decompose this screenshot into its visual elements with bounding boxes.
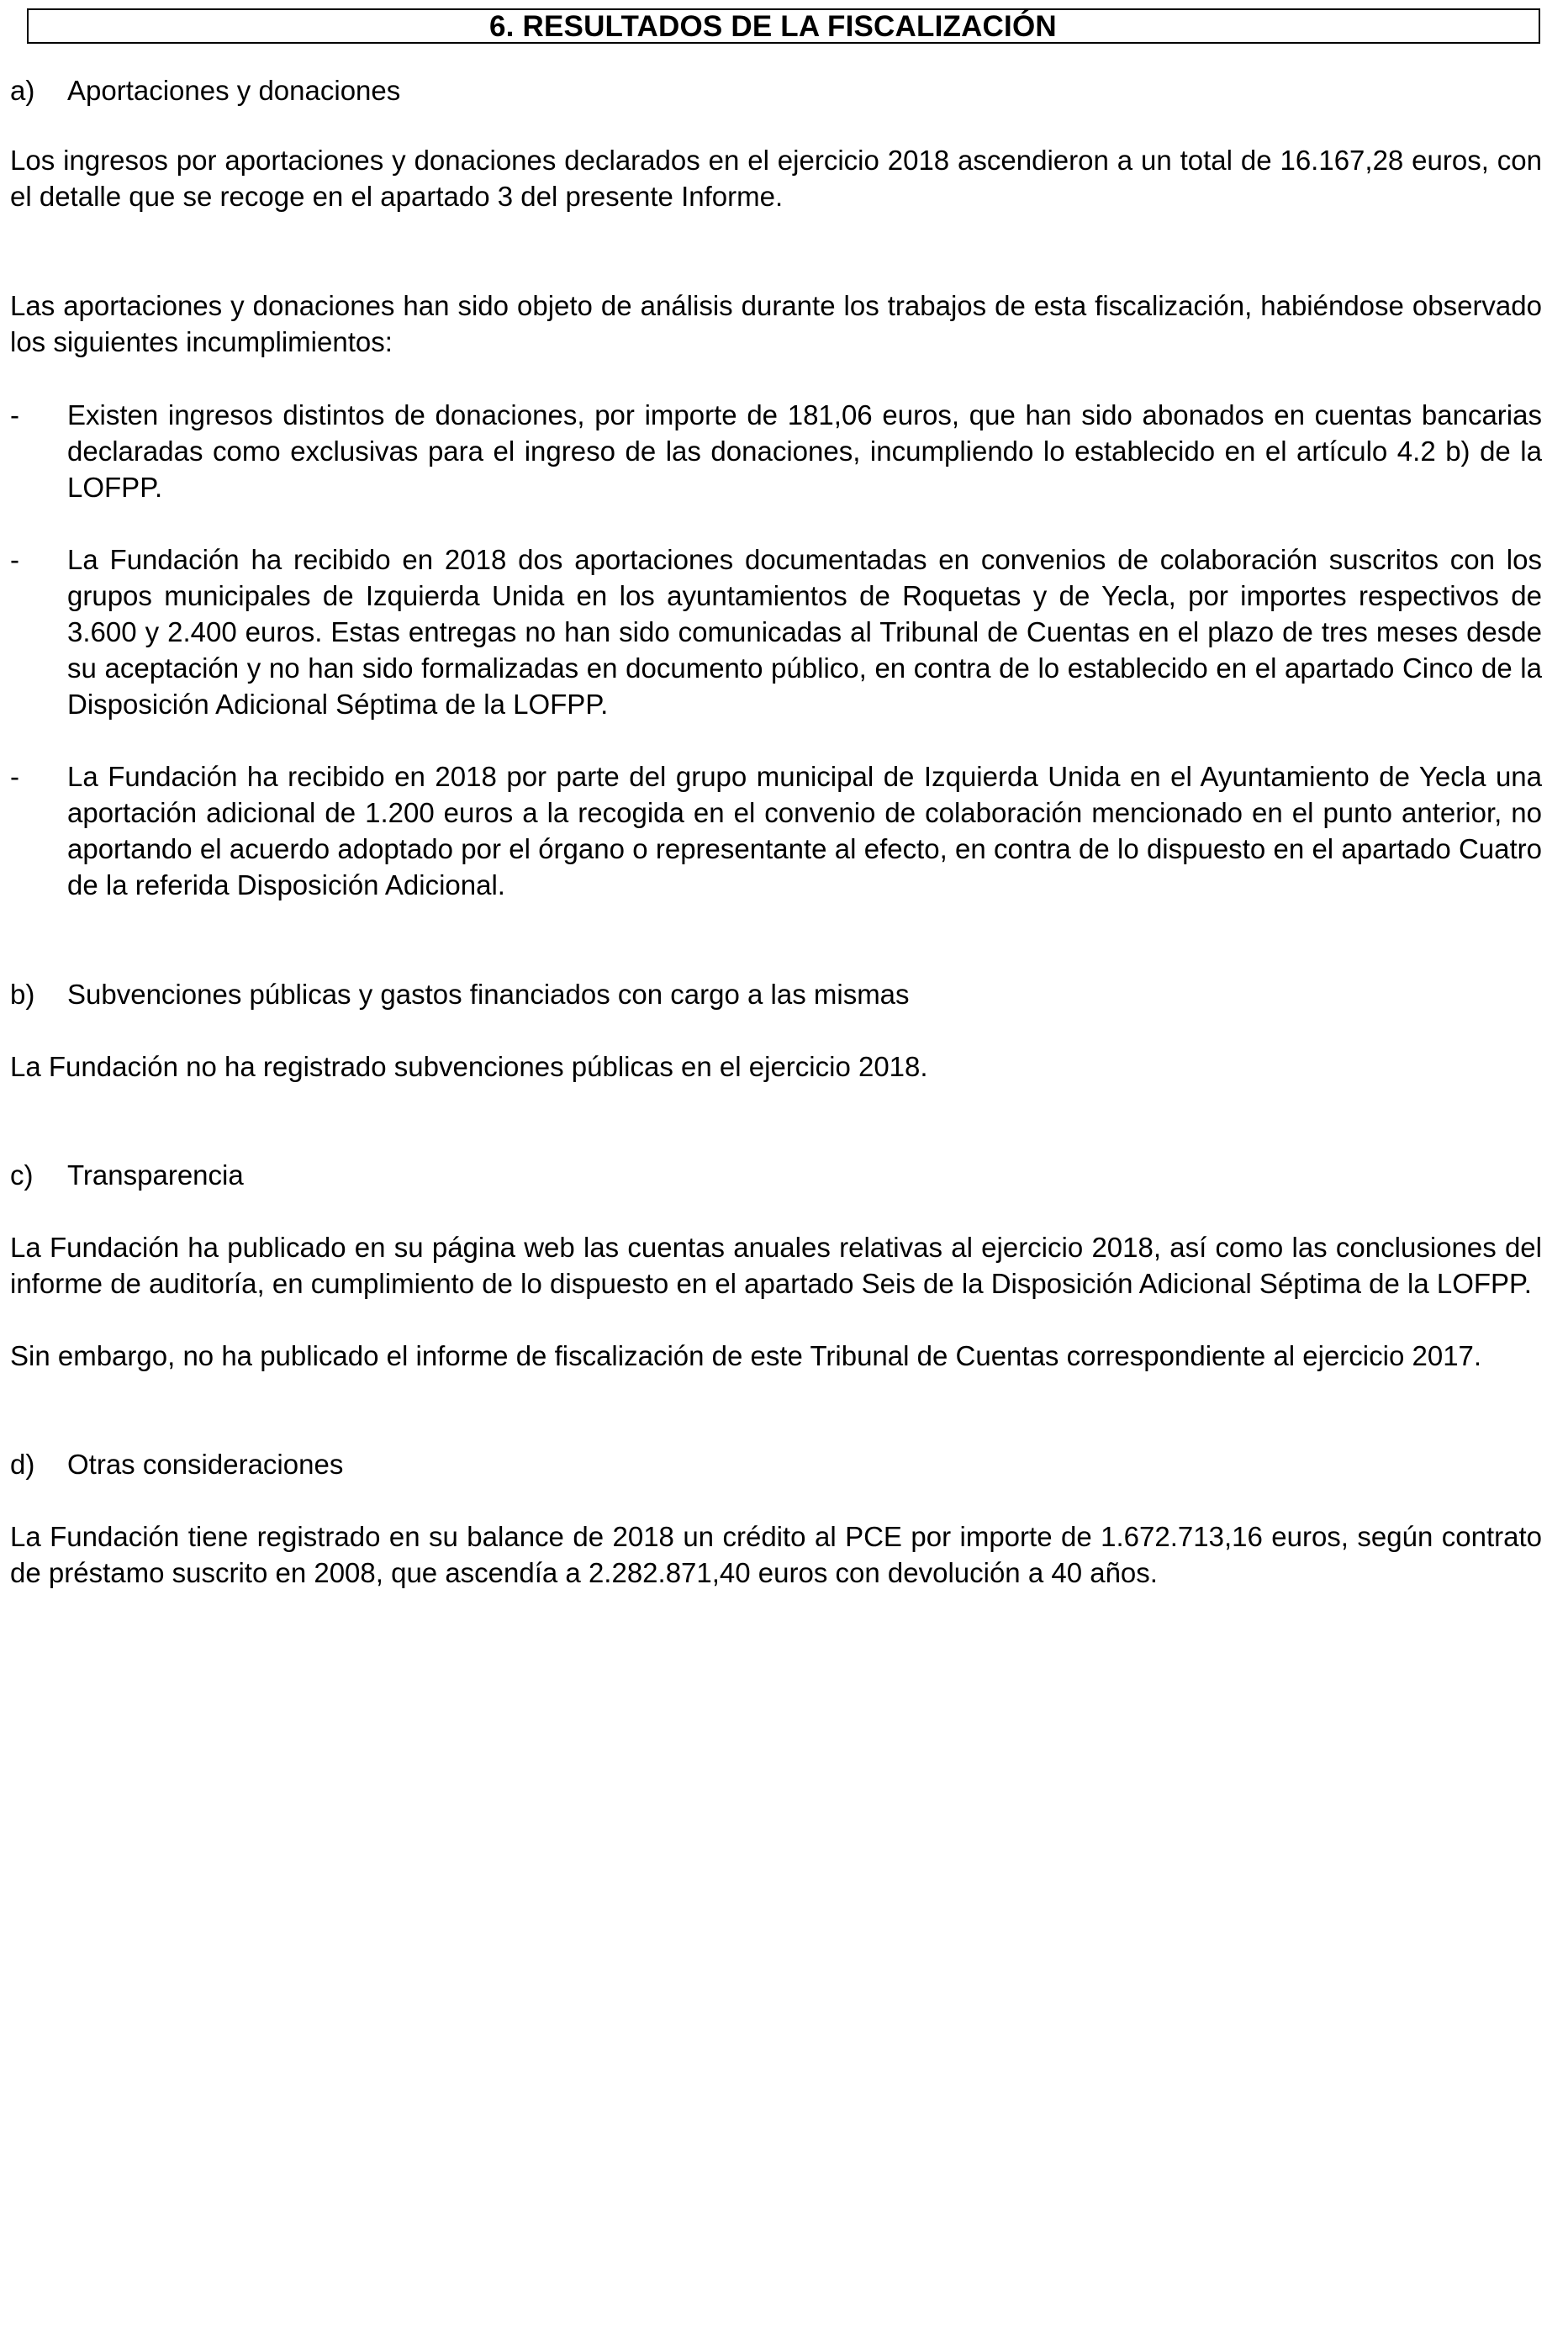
- section-d-title: Otras consideraciones: [67, 1449, 344, 1480]
- section-b-heading: [10, 976, 1542, 1012]
- section-a-paragraph-2: Las aportaciones y donaciones han sido objeto de análisis durante los trabajos de esta fiscalización, habiéndose observado los siguientes incumplimientos:: [10, 290, 1542, 357]
- section-c-paragraph-2: Sin embargo, no ha publicado el informe de fiscalización de este Tribunal de Cuentas correspondiente al ejercicio 2017.: [10, 1340, 1482, 1371]
- section-a-letter: a): [10, 75, 35, 106]
- section-c-letter: c): [10, 1159, 34, 1191]
- bullet-text: La Fundación ha recibido en 2018 por parte del grupo municipal de Izquierda Unida en el Ayuntamiento de Yecla una aportación adicional de 1.200 euros a la recogida en el convenio de colaboración mencionado en el punto anterior, no aportando el acuerdo adoptado por el órgano o representante al efecto, en contra de lo dispuesto en el apartado Cuatro de la referida Disposición Adicional.: [67, 761, 1542, 900]
- page-title: 6. RESULTADOS DE LA FISCALIZACIÓN: [489, 10, 1057, 43]
- bullet-dash: -: [10, 399, 19, 430]
- section-d-letter: d): [10, 1449, 35, 1480]
- section-a-paragraph-1: Los ingresos por aportaciones y donaciones declarados en el ejercicio 2018 ascendieron a un total de 16.167,28 euros, con el detalle que se recoge en el apartado 3 del presente Informe.: [10, 145, 1542, 212]
- list-item: [10, 397, 1542, 505]
- bullet-dash: -: [10, 544, 19, 575]
- section-c-paragraph-1: La Fundación ha publicado en su página web las cuentas anuales relativas al ejercicio 2018, así como las conclusiones del informe de auditoría, en cumplimiento de lo dispuesto en el apartado Seis de la Disposición Adicional Séptima de la LOFPP.: [10, 1232, 1542, 1299]
- section-b-title: Subvenciones públicas y gastos financiados con cargo a las mismas: [67, 979, 910, 1010]
- bullet-text: La Fundación ha recibido en 2018 dos aportaciones documentadas en convenios de colaboración suscritos con los grupos municipales de Izquierda Unida en los ayuntamientos de Roquetas y de Yecla, por importes respectivos de 3.600 y 2.400 euros. Estas entregas no han sido comunicadas al Tribunal de Cuentas en el plazo de tres meses desde su aceptación y no han sido formalizadas en documento público, en contra de lo establecido en el apartado Cinco de la Disposición Adicional Séptima de la LOFPP.: [67, 544, 1542, 720]
- section-a-title: Aportaciones y donaciones: [67, 75, 401, 106]
- section-b-letter: b): [10, 979, 35, 1010]
- section-d-paragraph-1: La Fundación tiene registrado en su balance de 2018 un crédito al PCE por importe de 1.672.713,16 euros, según contrato de préstamo suscrito en 2008, que ascendía a 2.282.871,40 euros con devolución a 40 años.: [10, 1521, 1542, 1588]
- document-page: [10, 8, 1542, 1591]
- section-title-box: [27, 8, 1540, 44]
- section-c-title: Transparencia: [67, 1159, 244, 1191]
- bullet-dash: -: [10, 761, 19, 792]
- bullet-text: Existen ingresos distintos de donaciones, por importe de 181,06 euros, que han sido abonados en cuentas bancarias declaradas como exclusivas para el ingreso de las donaciones, incumpliendo lo establecido en el artículo 4.2 b) de la LOFPP.: [67, 399, 1542, 503]
- section-c-heading: [10, 1157, 1542, 1193]
- section-a-heading: [10, 72, 1542, 108]
- list-item: [10, 758, 1542, 903]
- section-d-heading: [10, 1446, 1542, 1482]
- list-item: [10, 541, 1542, 722]
- section-b-paragraph-1: La Fundación no ha registrado subvenciones públicas en el ejercicio 2018.: [10, 1051, 928, 1082]
